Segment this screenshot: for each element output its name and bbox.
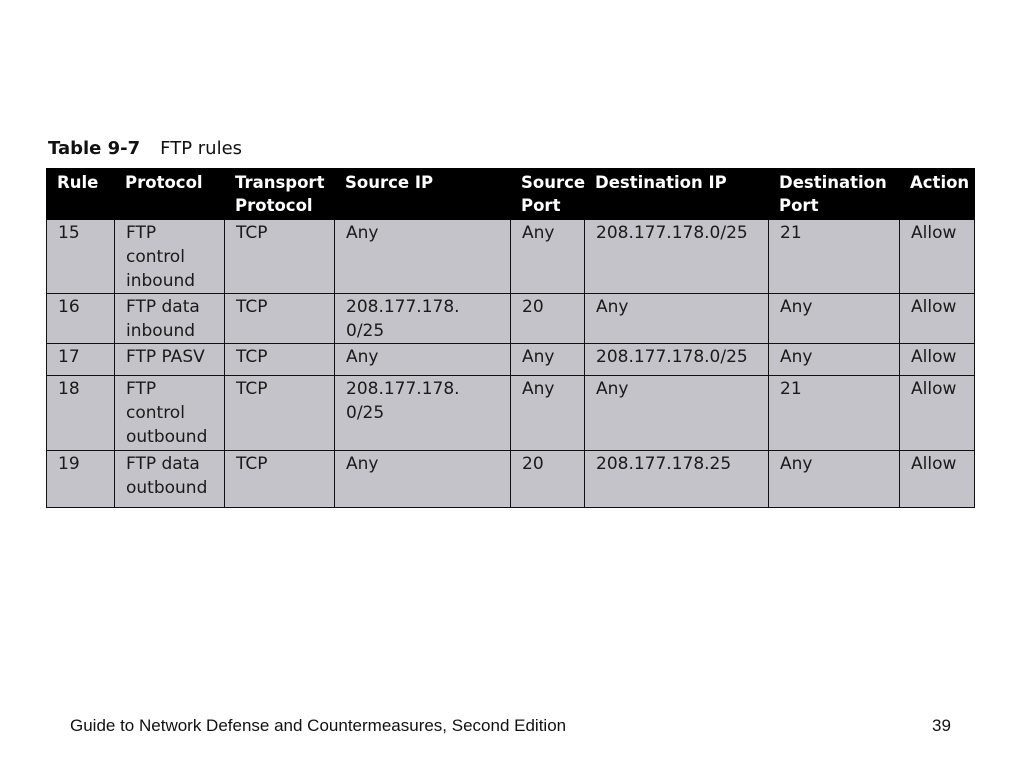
table-caption: [48, 138, 242, 159]
cell-protocol: FTP control outbound: [115, 376, 225, 451]
cell-action: Allow: [900, 294, 975, 344]
footer-book-title: Guide to Network Defense and Countermeasures, Second Edition: [70, 716, 567, 735]
cell-destination-ip: Any: [585, 294, 769, 344]
cell-source-port: 20: [511, 294, 585, 344]
cell-destination-port: 21: [769, 220, 900, 294]
table-row: [47, 220, 975, 294]
cell-transport: TCP: [225, 294, 335, 344]
cell-destination-port: Any: [769, 344, 900, 376]
table-row: [47, 294, 975, 344]
cell-destination-ip: Any: [585, 376, 769, 451]
cell-destination-port: 21: [769, 376, 900, 451]
cell-rule: 18: [47, 376, 115, 451]
cell-rule: 19: [47, 451, 115, 508]
table-header-row: [47, 169, 975, 220]
table-row: [47, 344, 975, 376]
header-rule: Rule: [47, 169, 115, 220]
cell-source-port: Any: [511, 220, 585, 294]
cell-destination-ip: 208.177.178.0/25: [585, 220, 769, 294]
cell-destination-port: Any: [769, 294, 900, 344]
cell-action: Allow: [900, 220, 975, 294]
cell-protocol: FTP PASV: [115, 344, 225, 376]
cell-action: Allow: [900, 376, 975, 451]
cell-source-ip: 208.177.178. 0/25: [335, 294, 511, 344]
table-title: FTP rules: [160, 138, 243, 159]
cell-source-port: Any: [511, 376, 585, 451]
cell-rule: 17: [47, 344, 115, 376]
table-number: Table 9-7: [48, 138, 141, 159]
cell-rule: 16: [47, 294, 115, 344]
page-number: 39: [932, 716, 951, 735]
cell-destination-port: Any: [769, 451, 900, 508]
header-action: Action: [900, 169, 975, 220]
cell-rule: 15: [47, 220, 115, 294]
table-row: [47, 451, 975, 508]
cell-source-port: 20: [511, 451, 585, 508]
cell-transport: TCP: [225, 376, 335, 451]
cell-source-ip: Any: [335, 344, 511, 376]
cell-source-ip: Any: [335, 451, 511, 508]
cell-source-port: Any: [511, 344, 585, 376]
header-destination-ip: Destination IP: [585, 169, 769, 220]
header-source-port: Source Port: [511, 169, 585, 220]
cell-destination-ip: 208.177.178.25: [585, 451, 769, 508]
cell-transport: TCP: [225, 451, 335, 508]
cell-transport: TCP: [225, 344, 335, 376]
cell-action: Allow: [900, 451, 975, 508]
cell-source-ip: 208.177.178. 0/25: [335, 376, 511, 451]
cell-action: Allow: [900, 344, 975, 376]
cell-protocol: FTP data outbound: [115, 451, 225, 508]
header-source-ip: Source IP: [335, 169, 511, 220]
cell-transport: TCP: [225, 220, 335, 294]
table-row: [47, 376, 975, 451]
cell-destination-ip: 208.177.178.0/25: [585, 344, 769, 376]
header-transport-protocol: Transport Protocol: [225, 169, 335, 220]
ftp-rules-table: [46, 168, 975, 508]
cell-protocol: FTP control inbound: [115, 220, 225, 294]
cell-source-ip: Any: [335, 220, 511, 294]
header-destination-port: Destination Port: [769, 169, 900, 220]
cell-protocol: FTP data inbound: [115, 294, 225, 344]
header-protocol: Protocol: [115, 169, 225, 220]
